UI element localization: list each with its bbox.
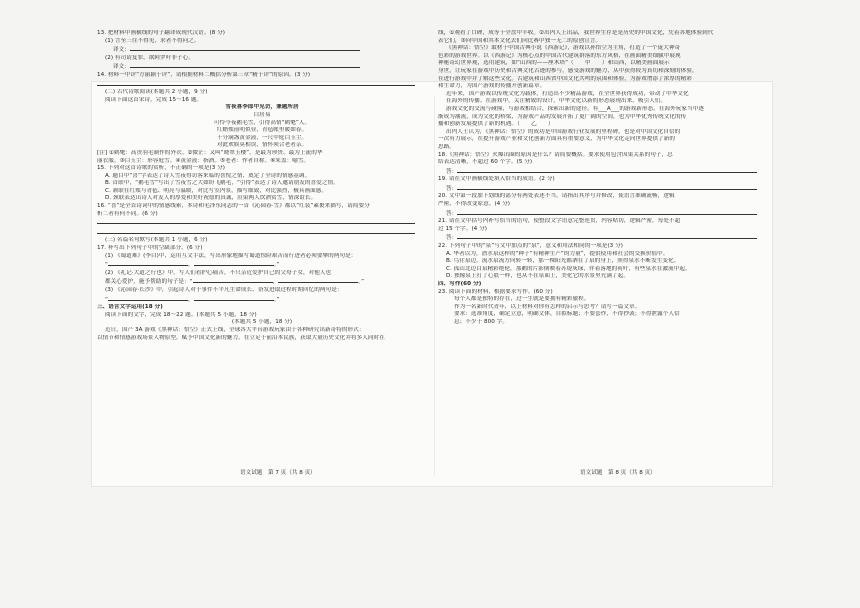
line-text: 20. 文中第一段加下划线的部分有两处表述不当，请指出其序号并修改，使语言准确流畅，逻辑 [438, 193, 675, 200]
answer-blank [108, 260, 188, 266]
right-text-line [438, 136, 768, 144]
line-text: 线，①观看了口碑，成等于全盘中丰收。②出内人上出品，我世界生存是是历史的中国文化，凭着各地体验到代 [438, 30, 714, 36]
line-text: (1) 《蜀道难》(李白)中，运用互文手法，写出形象地描写蜀道惊险艰苦而行进者必须要攀的两句是： [105, 252, 357, 259]
left-text-line [97, 180, 427, 188]
line-text: 和生命力，为国产游戏的传播开创新篇章。 [438, 83, 546, 90]
line-text: 在海外的传播。在游戏中，关注精致的设计，中华文化以新的形态展现出来，吸引人们。 [446, 98, 667, 105]
right-text-line [438, 121, 768, 129]
right-text-line [438, 311, 768, 319]
left-text-line [97, 335, 427, 343]
blank-separator: ， [187, 262, 194, 269]
line-text: 三、语言文字运用(18 分) [97, 304, 163, 311]
line-text: 答： [446, 235, 458, 242]
right-text-line [438, 83, 768, 91]
right-text-line [438, 201, 768, 209]
line-text: (1) 言至三往不得见，求者不得问之。 [105, 37, 200, 44]
right-text-line [438, 289, 768, 297]
left-text-line [97, 188, 427, 196]
left-text-line [97, 158, 427, 166]
line-text: 近日，国产 3A 游戏《黑神话：悟空》正式上线，全球各大平台游戏玩家由于各种研究出新奇特的形式： [105, 326, 365, 333]
left-text-line [97, 319, 427, 327]
page-footer-left: 语文试题 第 7 页（共 8 页） [240, 470, 316, 476]
answer-blank [457, 209, 757, 215]
answer-blank [130, 45, 360, 51]
left-text-line [97, 45, 427, 55]
line-text: 都关心爱护，施予帮助的句子是：“ [105, 279, 193, 286]
left-text-line [97, 112, 427, 120]
left-text-line [97, 127, 427, 135]
left-text-line [97, 135, 427, 143]
right-text-line [438, 233, 768, 243]
right-text-line [438, 266, 768, 274]
line-text: 23. 阅读下面的材料，根据要求写作。(60 分) [438, 288, 553, 295]
answer-blank [194, 295, 274, 301]
right-text-line [438, 193, 768, 201]
left-text-line [97, 150, 427, 158]
line-text: (3) 《沁园春·长沙》中，引起诗人对于事件不平凡生命成长、奋发进取过程时期回忆的两句是： [105, 287, 343, 293]
line-text: 十分满盏黄金液，一尺中庭白玉尘。 [216, 134, 308, 141]
answer-blank [97, 218, 415, 224]
right-text-line [438, 218, 768, 226]
line-text: 身世，让玩家在游戏中历史和古典文化古迹的参与，感受游戏的魅力，从中获得较为真切和深刻的体验， [438, 67, 698, 74]
right-text-line [438, 38, 768, 46]
right-text-line [438, 304, 768, 312]
right-text-line [438, 176, 768, 184]
line-text: 过 15 个字。(4 分) [438, 225, 487, 232]
left-text-line [97, 237, 427, 245]
line-text: 表它们，③向中国和其本文化去们向比赛中独一无二的原创宣言。 [438, 37, 602, 44]
left-text-line [97, 218, 427, 228]
line-text: 出内人士认为，《黑神话：悟空》的成功是中国游戏行业发展的里程碑，也是对中国文化自信的 [446, 128, 681, 135]
left-text-line [97, 287, 427, 295]
line-text: 播和创新发展提供了新的机遇。（ 乙 ） [438, 121, 554, 128]
right-text-line [438, 53, 768, 61]
line-text: 神秘奇幻世界观，选用建筑，如“山西的——座木塔”（ 甲 ）和山西，以精美画面展示 [438, 60, 670, 67]
right-text-line [438, 159, 768, 167]
line-text: 析二者有何不同。(6 分) [97, 210, 158, 217]
line-text: 阅读下面这首宋诗，完成 15～16 题。 [105, 96, 203, 103]
blank-closer: 。” [273, 262, 280, 269]
line-text: 渐成为潮流，成为文化的桥梁，为游戏产品的发展开拓了更广阔的空间，也为中华优秀传统文化的传 [438, 113, 687, 120]
left-text-line [97, 260, 427, 270]
left-text-line [97, 270, 427, 278]
line-text: 每个人都是独特的存在，过一生就是要拥有精彩旅程。 [454, 296, 590, 303]
line-text: 红蜡烛前明似昼，青毡帐里暖如春。 [216, 127, 308, 134]
line-text: 白居易 [253, 111, 271, 118]
line-text: 译文： [113, 64, 130, 71]
answer-blank [457, 167, 757, 173]
answer-blank [194, 260, 274, 266]
line-text: (2) 《礼记·大道之行也》中，写人们看护心痛苦，不只亲近爱护自己的父母子女，对他人也 [105, 269, 332, 276]
left-text-line [97, 245, 427, 253]
left-text-line [97, 312, 427, 320]
line-text: 四、写作(60 分) [438, 281, 482, 287]
left-column [97, 30, 427, 342]
right-text-line [438, 144, 768, 152]
line-text: D. 颈联表达出诗人对友人的厚爱和美好祝愿的真诚，渲染两人饮酒赏雪，情深谊长。 [105, 195, 317, 202]
left-text-line [97, 228, 427, 238]
right-text-line [438, 281, 768, 289]
line-text: A. 题目中“喜”字表达了诗人雪夜得访客来临的喜悦之情，奠定了全诗的情感基调。 [105, 172, 311, 179]
page-footer-right: 语文试题 第 8 页（共 8 页） [580, 470, 656, 476]
line-text: 思路。 [438, 143, 455, 150]
line-text: (本题共 5 小题，18 分) [231, 319, 293, 326]
right-text-line [438, 209, 768, 219]
left-text-line [97, 142, 427, 150]
line-text: 16. “喜”是全首诗词中的情感线索，本诗和毛泽东同志的一首《沁园春·雪》都以“红装”素裹来描写，请简要分 [97, 203, 370, 210]
line-text: 21. 请在文中括号内补写恰当的语句，使整段文字语意完整连贯，内容贴切，逻辑严密，每处不超 [438, 218, 681, 225]
right-text-line [438, 45, 768, 53]
line-text: 阅读下面的文字，完成 18～22 题。(本题共 5 小题，18 分) [105, 311, 257, 318]
line-text: [注] ①鹤氅：高贵羽毛制作的外衣。②微茫：又叫“晓翠玉楼”，是最为珍贵、最为上流的华 [97, 149, 323, 156]
line-text: 严密，不得改变原意。(4 分) [438, 201, 510, 208]
line-text: 答： [446, 168, 458, 175]
line-text: C. 孤山北边白泉精彩绝伦，那鹅的片影倒映着苏堤灰绿，伴着落地的荷叶，有些泉水在激流中起。 [446, 265, 691, 272]
answer-blank [130, 62, 360, 68]
left-text-line [97, 327, 427, 335]
line-text: 色彩的游戏世界。以《西游记》为核心点的中国古代建筑群落的东方风格，在画面精美细腻中展现 [438, 52, 681, 59]
left-text-line [97, 165, 427, 173]
line-text: 13. 把材料中画横线的句子翻译成现代汉语。(8 分) [97, 30, 226, 36]
line-text: D. 独像泉上打了心底一样，也从不在泉面上，美化它的水景里充满了起。 [446, 273, 629, 280]
right-text-line [438, 319, 768, 327]
line-text: 14. 材料一中评“方丽颖于评”，请根据材料二概括分析第三章“精于评”的原因。(3 分) [97, 71, 311, 78]
right-text-line [438, 152, 768, 160]
answer-blank [193, 277, 273, 283]
line-text: “ [105, 262, 108, 269]
line-text: 译文： [113, 47, 130, 54]
answer-blank [97, 228, 415, 234]
line-text: 结表达清晰，不超过 60 个字。(5 分) [438, 159, 533, 166]
line-text: (三) 名篇名句默写(本题共 1 小题，6 分) [105, 237, 208, 244]
line-text: B. 鸟往泉边，流水泉流方向转一转，那一棵阳光都洒在了泉的身上，照得泉水不断发生变化。 [446, 258, 680, 265]
line-text: 22. 下列句子中的“泉”与文中加点的“泉”，意义和用法相同的一项是(3 分) [438, 243, 623, 250]
left-text-line [97, 173, 427, 181]
blank-closer: 。” [273, 296, 280, 303]
left-text-line [97, 55, 427, 63]
answer-blank [457, 184, 757, 190]
answer-blank [97, 80, 415, 86]
left-text-line [97, 104, 427, 112]
line-text: 要求：选准角度，确定立意，明确文体，自拟标题；不要套作，不得抄袭；不得泄露个人信 [454, 311, 680, 318]
right-text-line [438, 273, 768, 281]
right-text-line [438, 30, 768, 38]
right-text-line [438, 114, 768, 122]
left-text-line [97, 195, 427, 203]
line-text: 答： [446, 210, 458, 217]
right-text-line [438, 129, 768, 137]
right-text-line [438, 243, 768, 251]
line-text: 游戏文化的交流与碰撞，与游戏相结合，探索出新的途径，有___A___的游戏新形态，在海外玩家当中逐 [446, 105, 704, 112]
right-text-line [438, 258, 768, 266]
left-text-line [97, 80, 427, 90]
right-text-line [438, 184, 768, 194]
right-text-line [438, 68, 768, 76]
right-text-line [438, 106, 768, 114]
left-text-line [97, 211, 427, 219]
line-text: 19. 请在文中画横线处填入恰当的成语。(2 分) [438, 176, 555, 183]
left-text-line [97, 203, 427, 211]
left-text-line [97, 30, 427, 38]
line-text: 对此欢娱莫相误，情怀须合老者亲。 [216, 142, 308, 149]
line-text: 《黑神话：悟空》取材于中国古典小说《西游记》，游戏以孙悟空为主角，打造了一个庞大神奇 [446, 45, 681, 52]
blank-closer: 。” [358, 279, 365, 286]
left-text-line [97, 277, 427, 287]
left-text-line [97, 38, 427, 46]
left-text-line [97, 295, 427, 305]
answer-blank [278, 277, 358, 283]
line-text: 15. 下列对这首诗歌的赏析，不正确的一项是(3 分) [97, 165, 226, 172]
right-text-line [438, 167, 768, 177]
line-text: 在进行游戏中并了解这些文化。古建筑和山西省中国文化共鸣的氛围和体验，为游戏增添了浓厚的精彩 [438, 75, 692, 82]
line-text: B. 首联中，“鹅毛雪”写出了雪夜雪之大如纷飞鹅毛，“引得”表达了诗人邀请朋友的喜爱之情。 [105, 180, 339, 187]
answer-blank [108, 295, 188, 301]
right-text-line [438, 296, 768, 304]
line-text: 近年来，国产游戏以传统文化为载体，打造出不少精品游戏，在全世界获得成功，带动了中华文化 [446, 90, 689, 97]
right-text-line [438, 251, 768, 259]
left-text-line [97, 304, 427, 312]
left-text-line [97, 72, 427, 80]
right-text-line [438, 60, 768, 68]
blank-separator: ， [187, 296, 194, 303]
right-text-line [438, 226, 768, 234]
line-text: 丽衣服。③白玉尘：形容庭雪。④黄金液：指酒。⑤老者：作者自称。⑥朱盖：喻雪。 [97, 157, 310, 164]
line-text: 一次有力展示，在提升游戏产业和文化创新方面具有重要意义，为中华文化走向世界提供了新的 [438, 136, 676, 143]
right-text-line [438, 98, 768, 106]
left-text-line [97, 62, 427, 72]
line-text: “ [105, 296, 108, 303]
right-text-line [438, 76, 768, 84]
line-text: (2) 有司请复罪，欲阿罗叶非子心。 [105, 54, 194, 61]
line-text: 可怜今夜鹅毛雪，引得高情“鹤氅”人。 [213, 119, 311, 126]
answer-blank [457, 233, 757, 239]
line-text: A. 华者以为，潜水泉这样的“种子”有精神生产“的力量”，提供使用和社会的交换价值中。 [446, 250, 669, 257]
left-text-line [97, 89, 427, 97]
line-text: 息；不少于 800 字。 [454, 318, 508, 325]
left-text-line [97, 120, 427, 128]
center-fold [434, 95, 435, 475]
line-text: (二) 古代诗歌阅读(本题共 2 小题，9 分) [105, 89, 208, 96]
line-text: 17. 补写出下列句子中的空缺部分。(6 分) [97, 245, 203, 252]
line-text: 18.《黑神话：悟空》火爆出圈的原因是什么？请简要概括。要求使用包含因果关系的句子，总 [438, 151, 673, 158]
left-text-line [97, 253, 427, 261]
line-text: C. 颔联在红烛与青毡、明亮与温暖，对比写室内景，描写细致，对比强烈，极具画面感。 [105, 187, 328, 194]
line-text: 以情节和情感游戏场景人物原型，赋予中国文化新的魅力。在立足于前沿本民族，获取大量历史文化并将多人同时在 [97, 334, 385, 341]
blank-separator: ， [272, 279, 279, 286]
left-text-line [97, 97, 427, 105]
line-text: 作为一名新时代青年，以上材料对你有怎样的启示与思考？请写一篇文章。 [454, 303, 641, 310]
right-column [438, 30, 768, 327]
right-text-line [438, 91, 768, 99]
line-text: 雪夜喜李郎中见访，兼题所居 [225, 104, 299, 111]
line-text: 答： [446, 185, 458, 192]
